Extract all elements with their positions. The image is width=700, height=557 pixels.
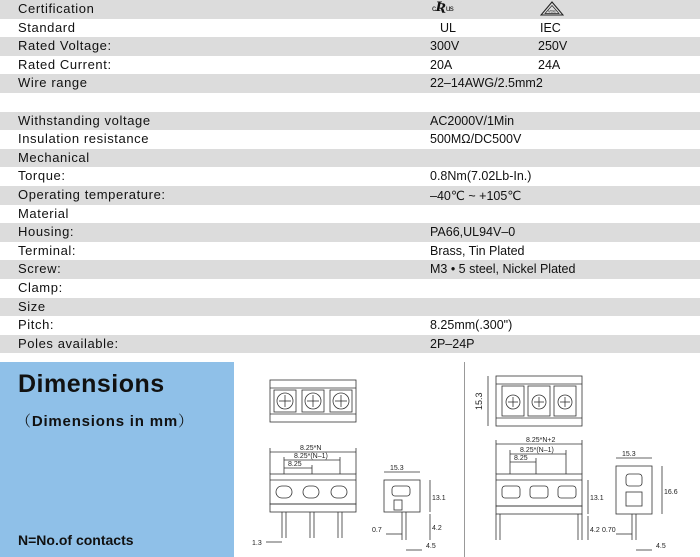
dim-inner-width: 8.25*(N–1) <box>294 453 328 460</box>
row-housing <box>0 223 700 242</box>
value-torque: 0.8Nm(7.02Lb-In.) <box>430 169 532 184</box>
dim-pin-thickness: 0.70 <box>602 527 616 534</box>
svg-text:VDE: VDE <box>547 8 557 14</box>
value-housing: PA66,UL94V–0 <box>430 225 516 240</box>
dim-top-height: 15.3 <box>474 392 484 410</box>
dim-body-height: 13.1 <box>432 495 446 502</box>
label-standard: Standard <box>18 19 76 35</box>
dimensions-panel <box>0 362 234 557</box>
label-housing: Housing: <box>18 224 75 240</box>
label-insulation-resistance: Insulation resistance <box>18 131 150 147</box>
label-torque: Torque: <box>18 168 66 184</box>
row-insulation-resistance <box>0 130 700 149</box>
row-wire-range <box>0 74 700 93</box>
label-mechanical: Mechanical <box>18 149 90 165</box>
dim-side-width: 15.3 <box>622 451 636 458</box>
dim-total-width: 8.25*N <box>300 445 322 452</box>
row-torque <box>0 167 700 186</box>
row-terminal <box>0 242 700 261</box>
label-size: Size <box>18 298 46 314</box>
label-rated-voltage: Rated Voltage: <box>18 38 112 54</box>
value-terminal: Brass, Tin Plated <box>430 243 525 258</box>
value-pitch: 8.25mm(.300") <box>430 318 513 333</box>
contacts-note: N=No.of contacts <box>18 532 134 548</box>
dim-pin-thickness: 0.7 <box>372 527 382 534</box>
dim-side-width: 15.3 <box>390 465 404 472</box>
row-standard <box>0 19 700 38</box>
dimensions-subtitle: （Dimensions in mm） <box>16 413 194 430</box>
label-rated-current: Rated Current: <box>18 56 112 72</box>
value-screw: M3 • 5 steel, Nickel Plated <box>430 262 576 277</box>
dim-foot: 4.5 <box>656 543 666 550</box>
dim-foot: 4.5 <box>426 543 436 550</box>
label-poles-available: Poles available: <box>18 335 119 351</box>
value-rated-voltage-ul: 300V <box>430 39 460 54</box>
row-withstanding-voltage <box>0 112 700 131</box>
value-standard-ul: UL <box>440 20 456 35</box>
value-rated-voltage-iec: 250V <box>538 39 568 54</box>
dim-body-height: 13.1 <box>590 495 604 502</box>
row-operating-temperature <box>0 186 700 205</box>
row-material <box>0 205 700 224</box>
label-wire-range: Wire range <box>18 75 88 91</box>
row-rated-voltage <box>0 37 700 56</box>
dim-pin-length: 4.2 <box>590 527 600 534</box>
value-wire-range: 22–14AWG/2.5mm2 <box>430 76 543 91</box>
value-rated-current-ul: 20A <box>430 57 453 72</box>
dim-pin-width: 1.3 <box>252 540 262 547</box>
dim-pitch: 8.25 <box>288 461 302 468</box>
row-screw <box>0 260 700 279</box>
label-screw: Screw: <box>18 261 62 277</box>
row-rated-current <box>0 56 700 75</box>
label-withstanding-voltage: Withstanding voltage <box>18 112 151 128</box>
dim-inner-width: 8.25*(N–1) <box>520 447 554 454</box>
value-poles-available: 2P–24P <box>430 336 475 351</box>
row-clamp <box>0 279 700 298</box>
label-terminal: Terminal: <box>18 242 77 258</box>
dim-total-width: 8.25*N+2 <box>526 437 556 444</box>
label-clamp: Clamp: <box>18 279 63 295</box>
value-operating-temperature: –40℃ ~ +105℃ <box>430 188 522 203</box>
row-size <box>0 298 700 317</box>
value-insulation-resistance: 500MΩ/DC500V <box>430 132 522 147</box>
value-withstanding-voltage: AC2000V/1Min <box>430 113 515 128</box>
label-pitch: Pitch: <box>18 317 55 333</box>
label-material: Material <box>18 205 70 221</box>
row-pitch <box>0 316 700 335</box>
dimension-drawing-standard <box>236 362 464 557</box>
dim-pin-length: 4.2 <box>432 525 442 532</box>
dimensions-title: Dimensions <box>18 370 165 398</box>
value-rated-current-iec: 24A <box>538 57 561 72</box>
row-mechanical <box>0 149 700 168</box>
vde-triangle-icon <box>540 1 564 16</box>
row-spacer <box>0 93 700 112</box>
dim-pitch: 8.25 <box>514 455 528 462</box>
ul-certification-mark: cƦus <box>432 0 454 15</box>
row-certification <box>0 0 700 19</box>
row-poles-available <box>0 335 700 354</box>
drawing-divider <box>464 362 465 557</box>
label-operating-temperature: Operating temperature: <box>18 186 166 202</box>
dimension-drawing-extended <box>466 362 700 557</box>
value-standard-iec: IEC <box>540 20 561 35</box>
label-certification: Certification <box>18 1 95 16</box>
dim-side-height: 16.6 <box>664 489 678 496</box>
vde-certification-mark <box>540 1 564 16</box>
